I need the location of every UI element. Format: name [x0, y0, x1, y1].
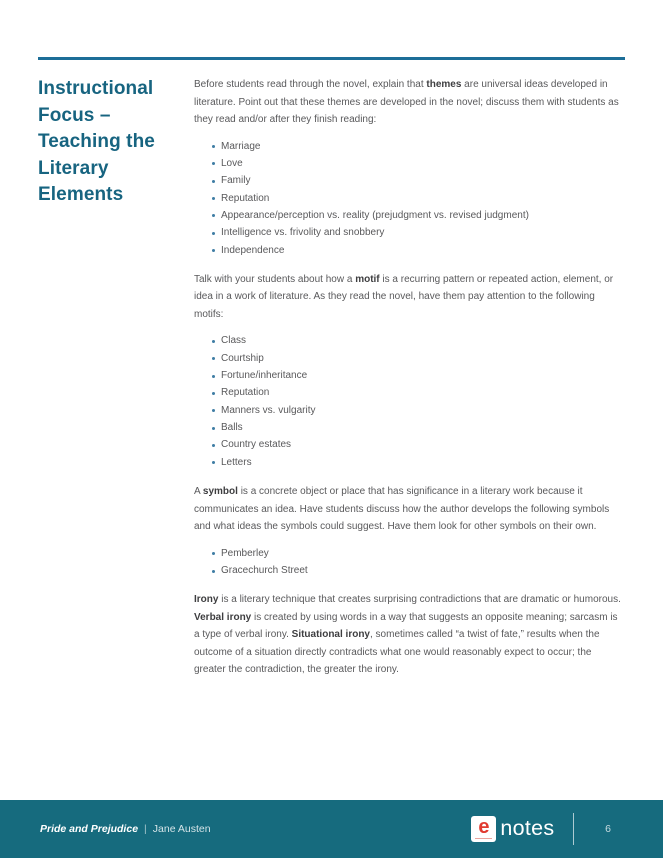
footer-branding	[471, 813, 623, 845]
top-rule	[38, 57, 625, 60]
paragraph-text: A	[194, 486, 203, 498]
bullet-list	[194, 138, 622, 259]
bold-term: Irony	[194, 594, 219, 606]
list-item: Pemberley	[212, 545, 622, 562]
paragraph	[194, 271, 622, 324]
list-item: Reputation	[212, 384, 622, 401]
footer-separator: |	[144, 823, 147, 835]
list-item: Appearance/perception vs. reality (prejudgment vs. revised judgment)	[212, 207, 622, 224]
enotes-e-letter: e	[478, 816, 490, 838]
list-item: Family	[212, 172, 622, 189]
paragraph-text: is created by using words in a way that suggests an opposite meaning; sarcasm is a type of verbal irony.	[194, 611, 618, 641]
paragraph	[194, 591, 622, 679]
bold-term: themes	[426, 79, 462, 90]
paragraph-text: is a recurring pattern or repeated action, element, or idea in a work of literature. As they read the novel, have them pay attention to the following motifs:	[194, 273, 614, 320]
list-item: Independence	[212, 242, 622, 259]
footer-book-info	[40, 823, 211, 835]
paragraph-text: Before students read through the novel, explain that	[194, 79, 427, 90]
list-item: Love	[212, 155, 622, 172]
footer-book-title: Pride and Prejudice	[40, 823, 139, 835]
enotes-logo	[471, 816, 554, 842]
list-item: Courtship	[212, 350, 622, 367]
list-item: Country estates	[212, 436, 622, 453]
paragraph-text: Talk with your students about how a	[194, 273, 356, 285]
list-item: Reputation	[212, 190, 622, 207]
paragraph-text: is a concrete object or place that has significance in a literary work because it communicates an idea. Have students discuss how the author develops the following symbols and what ideas the symbols could suggest. Have them look for other symbols on their own.	[194, 486, 610, 533]
list-item: Fortune/inheritance	[212, 367, 622, 384]
list-item: Class	[212, 332, 622, 349]
list-item: Intelligence vs. frivolity and snobbery	[212, 224, 622, 241]
list-item: Balls	[212, 419, 622, 436]
paragraph	[194, 76, 622, 129]
footer-author: Jane Austen	[152, 823, 211, 835]
list-item: Manners vs. vulgarity	[212, 402, 622, 419]
paragraph-text: , sometimes called “a twist of fate,” results when the outcome of a situation directly contradicts what one would reasonably expect to occur; the greater the contradiction, the greater the irony.	[194, 629, 600, 676]
page-number: 6	[605, 823, 611, 835]
bold-term: motif	[355, 273, 380, 285]
bold-term: Situational irony	[291, 629, 370, 641]
section-heading: Instructional Focus – Teaching the Literary Elements	[38, 78, 155, 205]
paragraph	[194, 483, 622, 536]
footer-divider	[573, 813, 575, 845]
list-item: Marriage	[212, 138, 622, 155]
bold-term: symbol	[202, 486, 238, 498]
paragraph-text: is a literary technique that creates surprising contradictions that are dramatic or humorous.	[218, 594, 621, 606]
footer	[0, 800, 663, 858]
enotes-logo-text: notes	[500, 816, 555, 841]
list-item: Letters	[212, 454, 622, 471]
bullet-list	[194, 332, 622, 471]
paragraph-text: are universal ideas developed in literature. Point out that these themes are developed in the novel; discuss them with students as they read and/or after they finish reading:	[194, 79, 619, 125]
list-item: Gracechurch Street	[212, 562, 622, 579]
enotes-e-icon	[471, 816, 496, 842]
bullet-list	[194, 545, 622, 580]
content-area	[38, 76, 627, 688]
content-column	[194, 76, 622, 688]
bold-term: Verbal irony	[194, 611, 252, 623]
